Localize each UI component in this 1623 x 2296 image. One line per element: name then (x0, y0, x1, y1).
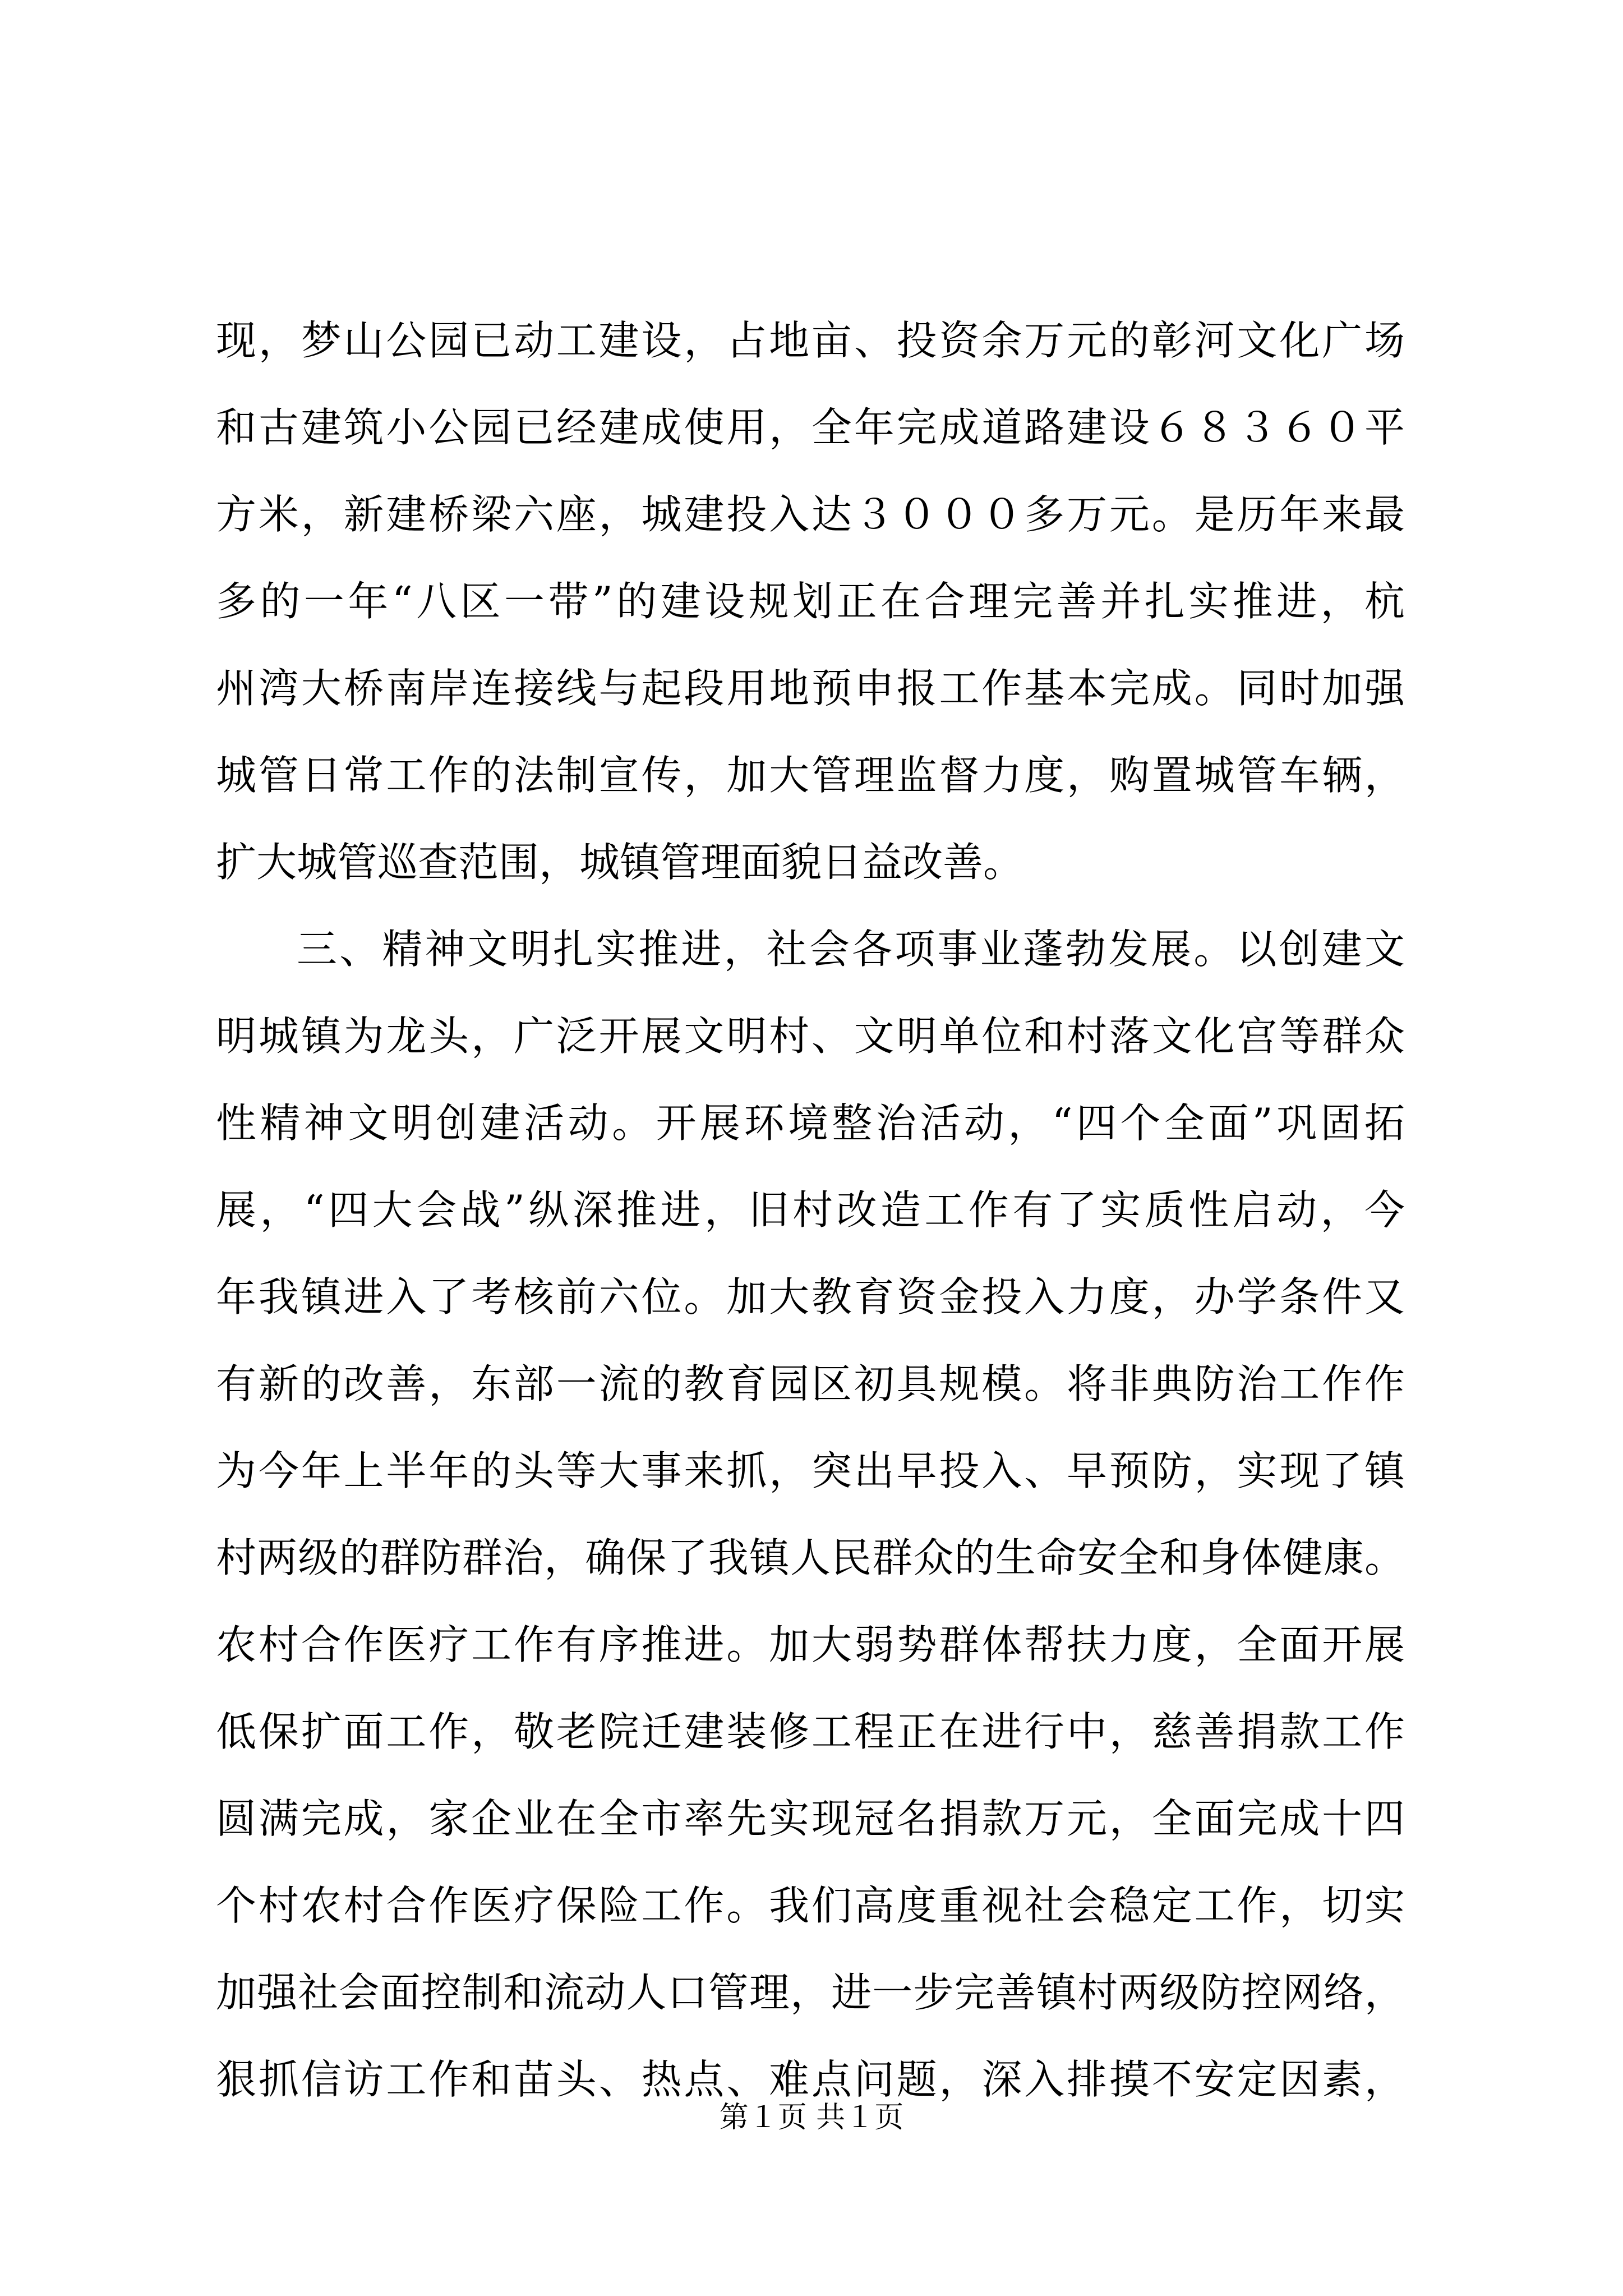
text-line: 州湾大桥南岸连接线与起段用地预申报工作基本完成。同时加强 (216, 665, 1405, 712)
text-line: 加强社会面控制和流动人口管理，进一步完善镇村两级防控网络， (216, 1969, 1405, 2016)
text-line: 个村农村合作医疗保险工作。我们高度重视社会稳定工作，切实 (216, 1882, 1405, 1929)
text-line: 明城镇为龙头，广泛开展文明村、文明单位和村落文化宫等群众 (216, 1013, 1405, 1060)
text-line: 为今年上半年的头等大事来抓，突出早投入、早预防，实现了镇 (216, 1447, 1405, 1494)
paragraph-heading-line: 三、精神文明扎实推进，社会各项事业蓬勃发展。以创建文 (297, 926, 1405, 973)
text-line: 有新的改善，东部一流的教育园区初具规模。将非典防治工作作 (216, 1360, 1405, 1407)
text-line: 展，“四大会战”纵深推进，旧村改造工作有了实质性启动，今 (216, 1186, 1405, 1234)
text-line: 扩大城管巡查范围，城镇管理面貌日益改善。 (216, 839, 1024, 886)
text-line: 年我镇进入了考核前六位。加大教育资金投入力度，办学条件又 (216, 1273, 1405, 1320)
text-line: 方米，新建桥梁六座，城建投入达３０００多万元。是历年来最 (216, 491, 1405, 538)
text-line: 低保扩面工作，敬老院迁建装修工程正在进行中，慈善捐款工作 (216, 1708, 1405, 1755)
text-line: 多的一年“八区一带”的建设规划正在合理完善并扎实推进，杭 (216, 578, 1405, 625)
text-line: 现，梦山公园已动工建设，占地亩、投资余万元的彰河文化广场 (216, 317, 1405, 364)
page-footer: 第１页 共１页 (719, 2101, 904, 2134)
text-line: 圆满完成，家企业在全市率先实现冠名捐款万元，全面完成十四 (216, 1795, 1405, 1842)
text-line: 性精神文明创建活动。开展环境整治活动，“四个全面”巩固拓 (216, 1099, 1405, 1147)
text-line: 城管日常工作的法制宣传，加大管理监督力度，购置城管车辆， (216, 752, 1405, 799)
document-body (216, 297, 1405, 2123)
text-line: 村两级的群防群治，确保了我镇人民群众的生命安全和身体健康。 (216, 1534, 1405, 1581)
text-line: 狠抓信访工作和苗头、热点、难点问题，深入排摸不安定因素， (216, 2056, 1405, 2103)
text-line: 和古建筑小公园已经建成使用，全年完成道路建设６８３６０平 (216, 404, 1405, 451)
text-line: 农村合作医疗工作有序推进。加大弱势群体帮扶力度，全面开展 (216, 1621, 1405, 1668)
